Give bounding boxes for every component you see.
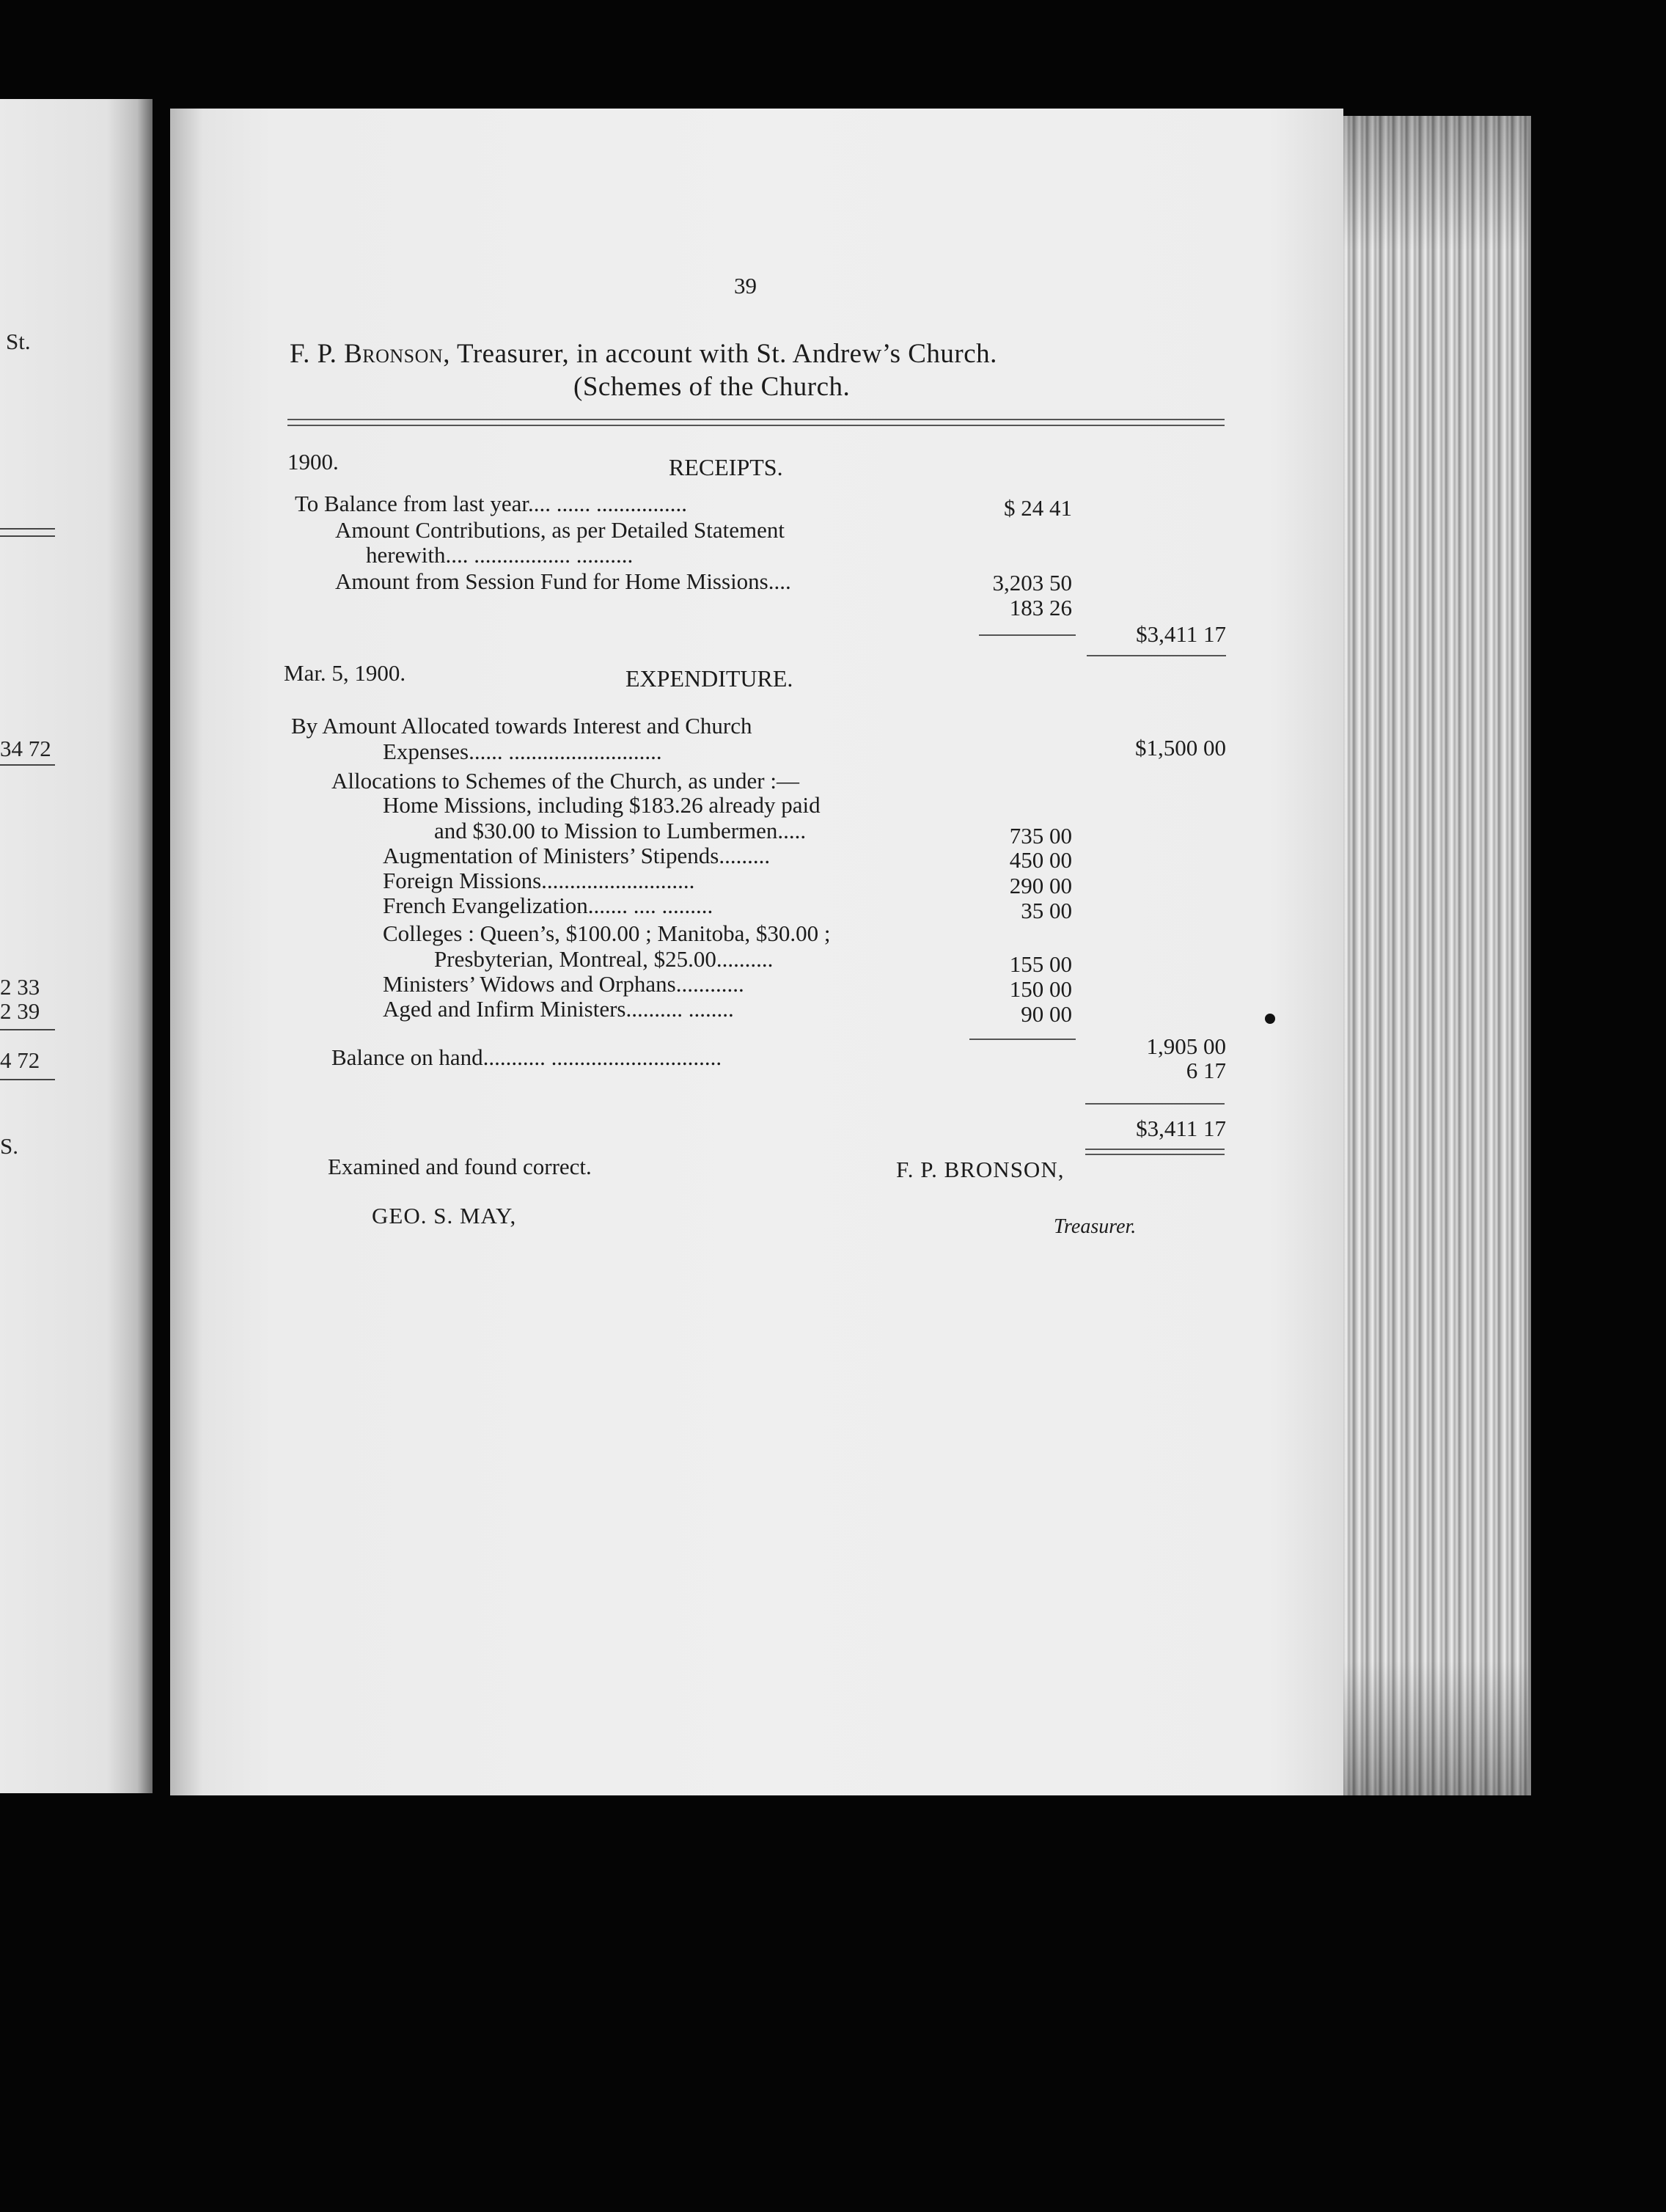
scheme-amount: 90 00: [1021, 1001, 1072, 1027]
scheme-label: Home Missions, including $183.26 already paid: [383, 792, 821, 818]
receipt-label: Amount from Session Fund for Home Missions....: [335, 568, 791, 594]
expenditure-date: Mar. 5, 1900.: [284, 660, 406, 686]
expenditure-label: By Amount Allocated towards Interest and Church: [291, 713, 752, 739]
grand-total: $3,411 17: [1136, 1116, 1226, 1141]
schemes-total: 1,905 00: [1146, 1033, 1226, 1059]
double-rule: [1085, 1149, 1225, 1150]
receipts-date: 1900.: [287, 449, 339, 475]
schemes-heading: Allocations to Schemes of the Church, as under :—: [331, 768, 799, 794]
auditor-name: GEO. S. MAY,: [372, 1203, 517, 1228]
scheme-label: Presbyterian, Montreal, $25.00..........: [434, 946, 774, 972]
left-page-rule: [0, 1079, 55, 1080]
scheme-amount: 450 00: [1009, 847, 1072, 873]
specks-mark: [1265, 1014, 1275, 1024]
page-number: 39: [734, 273, 757, 299]
scheme-label: Ministers’ Widows and Orphans............: [383, 971, 744, 997]
receipts-total: $3,411 17: [1136, 621, 1226, 647]
scheme-label: and $30.00 to Mission to Lumbermen.....: [434, 818, 807, 843]
scheme-label: Foreign Missions...........................: [383, 868, 695, 893]
expenditure-label: Expenses...... ...........................: [383, 739, 662, 764]
scheme-amount: 290 00: [1009, 873, 1072, 898]
subtotal-rule: [969, 1039, 1076, 1040]
receipt-amount: 3,203 50: [992, 570, 1072, 596]
header-rule: [287, 419, 1225, 420]
subtotal-rule: [979, 634, 1076, 636]
left-page-line: 2 33: [0, 974, 40, 1000]
scheme-amount: 35 00: [1021, 898, 1072, 923]
examined-text: Examined and found correct.: [328, 1154, 592, 1179]
total-rule: [1085, 1103, 1225, 1105]
left-page-rule: [0, 764, 55, 766]
scheme-label: Colleges : Queen’s, $100.00 ; Manitoba, $30.00 ;: [383, 920, 831, 946]
receipt-amount: 183 26: [1009, 595, 1072, 620]
treasurer-title: Treasurer.: [1054, 1215, 1137, 1238]
balance-amount: 6 17: [1186, 1058, 1226, 1083]
treasurer-name: F. P. BRONSON,: [896, 1157, 1065, 1182]
allocated-amount: $1,500 00: [1135, 735, 1226, 761]
receipts-heading: RECEIPTS.: [669, 454, 783, 480]
book-page-edges-shade: [1336, 116, 1528, 1795]
left-page-footer: S.: [0, 1133, 18, 1159]
left-page-total: 4 72: [0, 1047, 40, 1073]
receipt-label: herewith.... ................. ..........: [366, 542, 634, 568]
receipt-label: To Balance from last year.... ...... ................: [295, 491, 688, 516]
left-page-header: St.: [6, 329, 31, 354]
left-page-fragment: [0, 99, 153, 1793]
scheme-amount: 735 00: [1009, 823, 1072, 849]
scheme-label: Augmentation of Ministers’ Stipends.........: [383, 843, 771, 868]
left-page-rule: [0, 535, 55, 537]
scheme-amount: 155 00: [1009, 951, 1072, 977]
scheme-amount: 150 00: [1009, 976, 1072, 1002]
scheme-label: Aged and Infirm Ministers.......... ........: [383, 996, 734, 1022]
title-rest: , Treasurer, in account with St. Andrew’s Church.: [443, 339, 997, 369]
balance-label: Balance on hand........... ..............................: [331, 1044, 722, 1070]
left-page-rule: [0, 528, 55, 530]
title-name: F. P. Bronson: [290, 339, 444, 369]
left-page-rule: [0, 1029, 55, 1030]
page-title: [290, 339, 997, 369]
page-subtitle: (Schemes of the Church.: [573, 372, 851, 402]
double-rule: [1085, 1154, 1225, 1155]
expenditure-heading: EXPENDITURE.: [625, 665, 793, 692]
left-page-line: 2 39: [0, 998, 40, 1024]
book-page: [170, 109, 1343, 1795]
receipt-label: Amount Contributions, as per Detailed Statement: [335, 517, 785, 543]
left-page-total: 34 72: [0, 736, 51, 761]
header-rule: [287, 425, 1225, 426]
receipt-amount: $ 24 41: [1004, 495, 1072, 521]
total-rule: [1087, 655, 1226, 656]
scheme-label: French Evangelization....... .... .........: [383, 893, 713, 918]
